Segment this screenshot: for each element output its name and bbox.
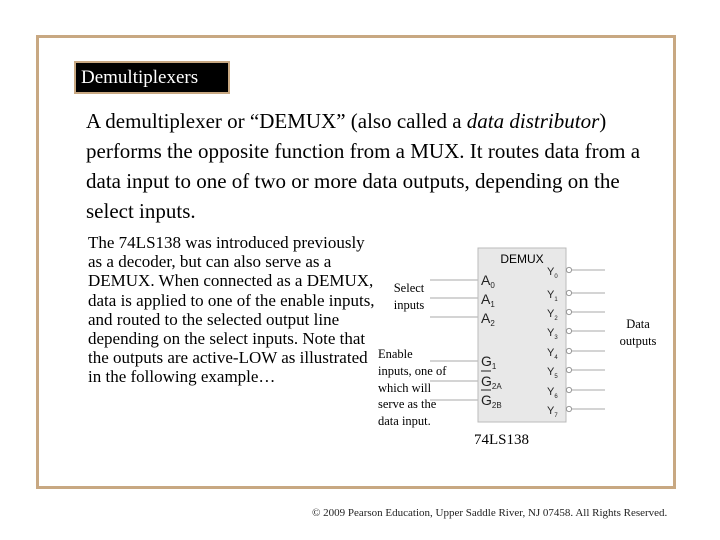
pin-label-a0: $A_0$ xyxy=(481,272,495,290)
intro-text-before: A demultiplexer or “DEMUX” (also called a xyxy=(86,109,467,133)
pin-label-y0: $Y_0$ xyxy=(547,266,558,280)
pin-label-g1: $G_1$ xyxy=(481,353,497,371)
pin-label-g2a: $G_{2A}$ xyxy=(481,373,502,391)
pin-label-y7: $Y_7$ xyxy=(547,405,558,419)
body-paragraph: The 74LS138 was introduced previously as a decoder, but can also serve as a DEMUX. When connected as a DEMUX, data is applied to one of the enable inputs, and routed to the selected output line depending on the select inputs. Note that the outputs are active-LOW as illustrated in the following example… xyxy=(88,233,375,387)
intro-paragraph xyxy=(86,106,656,226)
enable-pin-lines xyxy=(430,361,478,400)
select-pin-lines xyxy=(430,280,478,317)
pin-label-y3: $Y_3$ xyxy=(547,327,558,341)
pin-label-y4: $Y_4$ xyxy=(547,347,558,361)
intro-italic-data: data xyxy=(466,109,505,133)
intro-text-after: ) performs the opposite function from a MUX. It routes data from a data input to one of two or more data outputs, depending on the select inputs. xyxy=(86,109,641,223)
pin-label-y2: $Y_2$ xyxy=(547,308,558,322)
demux-chip-diagram xyxy=(430,240,610,430)
select-pin-labels xyxy=(481,272,495,328)
intro-italic-distributor: distributor xyxy=(509,109,600,133)
pin-label-g2b: $G_{2B}$ xyxy=(481,392,502,410)
pin-label-a2: $A_2$ xyxy=(481,310,495,328)
data-outputs-label: Data outputs xyxy=(619,317,657,348)
chip-header: DEMUX xyxy=(500,252,544,266)
pin-label-y1: $Y_1$ xyxy=(547,289,558,303)
chip-name-label: 74LS138 xyxy=(474,432,530,448)
enable-inputs-label: Enable inputs, one of which will serve as the data input. xyxy=(378,347,447,429)
slide-title: Demultiplexers xyxy=(74,61,230,94)
output-pin-lines xyxy=(566,270,605,409)
output-inversion-bubbles xyxy=(566,267,571,411)
select-inputs-label: Select inputs xyxy=(393,281,425,312)
pin-label-a1: $A_1$ xyxy=(481,291,495,309)
pin-label-y6: $Y_6$ xyxy=(547,386,558,400)
copyright-notice: © 2009 Pearson Education, Upper Saddle River, NJ 07458. All Rights Reserved. xyxy=(312,507,668,519)
pin-label-y5: $Y_5$ xyxy=(547,366,558,380)
